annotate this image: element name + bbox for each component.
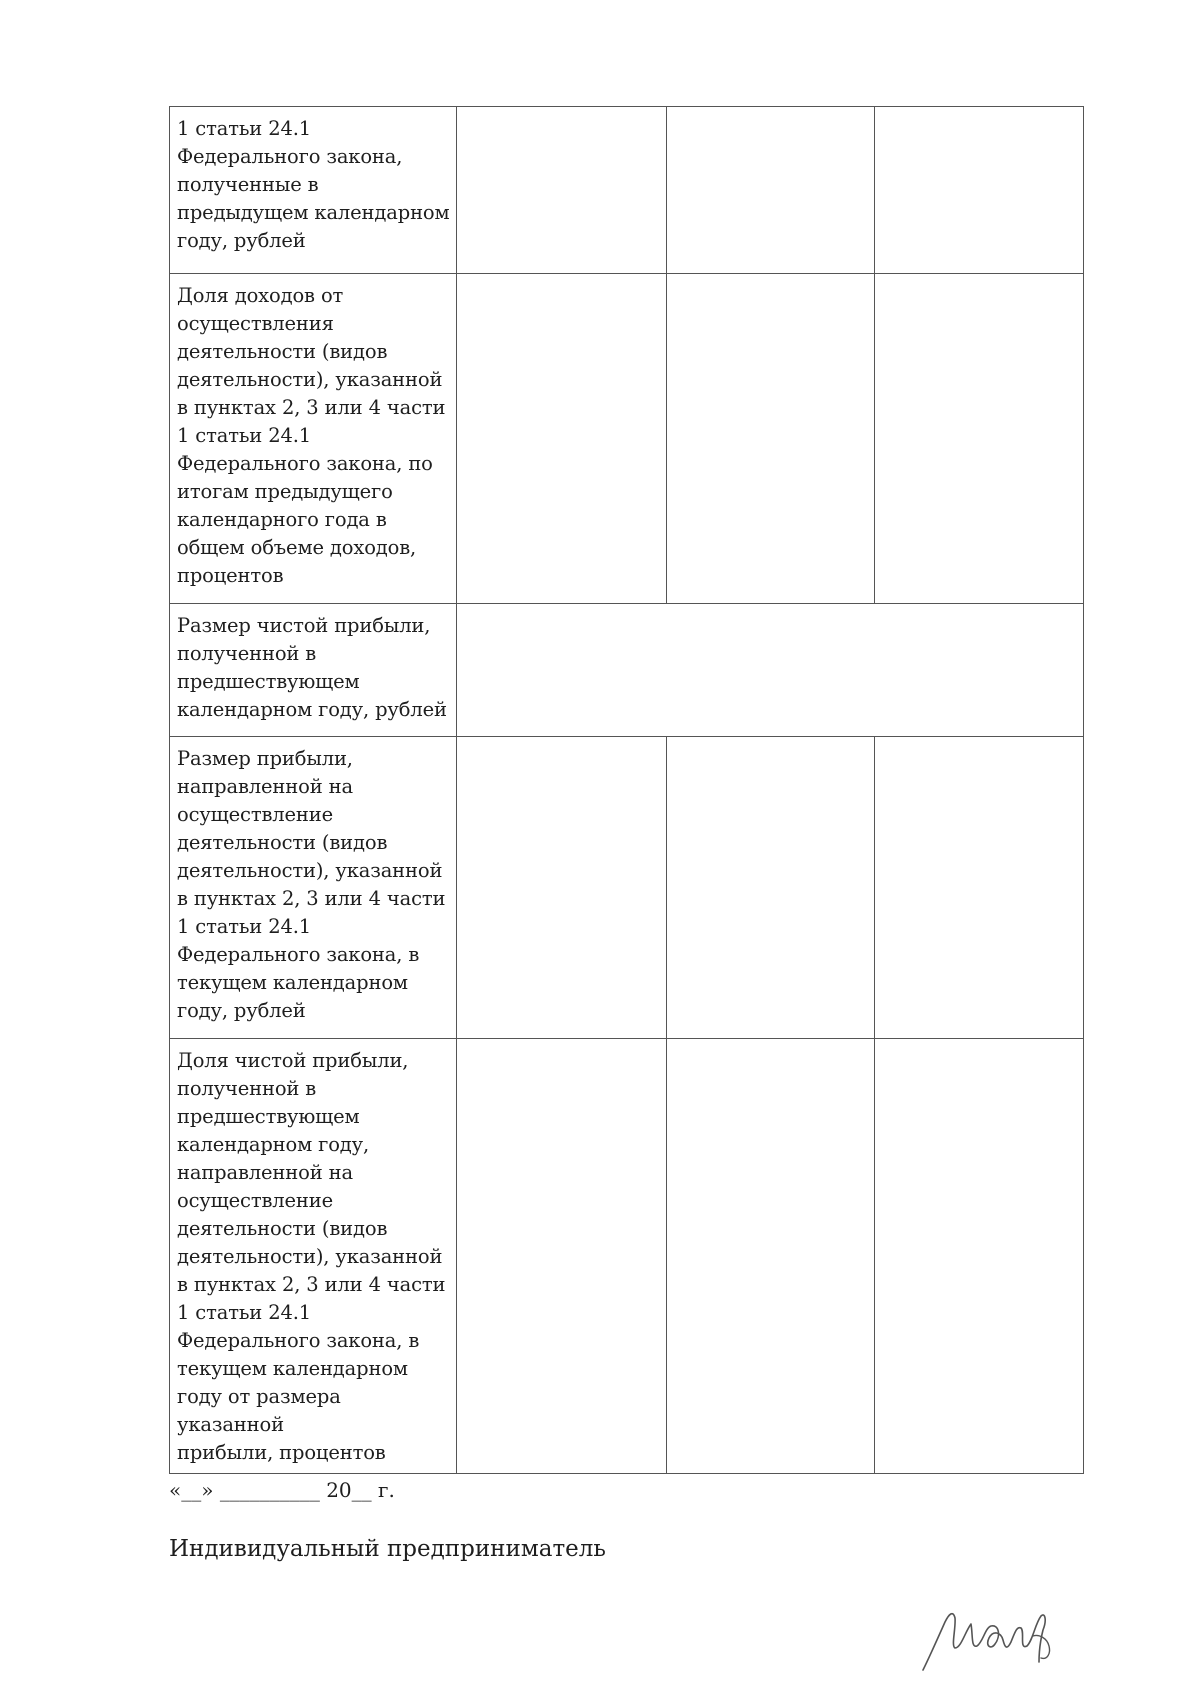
value-cell[interactable] — [457, 737, 667, 1039]
row-label: 1 статьи 24.1 Федерального закона, полученные в предыдущем календарном году, рублей — [170, 107, 457, 274]
row-label: Доля чистой прибыли, полученной в предшествующем календарном году, направленной на осуществление деятельности (видов деятельности), указанной в пунктах 2, 3 или 4 части 1 статьи 24.1 Федерального закона, в текущем календарном году от размера указанной прибыли, процентов — [170, 1039, 457, 1474]
date-line: «__» __________ 20__ г. — [169, 1478, 395, 1502]
table-row — [170, 604, 1084, 737]
value-cell[interactable] — [457, 107, 667, 274]
indicators-table — [169, 106, 1084, 1474]
table-row — [170, 1039, 1084, 1474]
table-row — [170, 107, 1084, 274]
merged-value-cell[interactable] — [457, 604, 1084, 737]
value-cell[interactable] — [875, 737, 1084, 1039]
value-cell[interactable] — [457, 274, 667, 604]
value-cell[interactable] — [875, 107, 1084, 274]
value-cell[interactable] — [667, 274, 875, 604]
value-cell[interactable] — [667, 107, 875, 274]
value-cell[interactable] — [667, 737, 875, 1039]
signer-label: Индивидуальный предприниматель — [169, 1536, 606, 1562]
table-row — [170, 274, 1084, 604]
handwritten-signature — [915, 1588, 1075, 1678]
value-cell[interactable] — [875, 274, 1084, 604]
row-label: Размер чистой прибыли, полученной в предшествующем календарном году, рублей — [170, 604, 457, 737]
value-cell[interactable] — [457, 1039, 667, 1474]
value-cell[interactable] — [875, 1039, 1084, 1474]
value-cell[interactable] — [667, 1039, 875, 1474]
row-label: Доля доходов от осуществления деятельности (видов деятельности), указанной в пунктах 2, 3 или 4 части 1 статьи 24.1 Федерального закона, по итогам предыдущего календарного года в общем объеме доходов, процентов — [170, 274, 457, 604]
row-label: Размер прибыли, направленной на осуществление деятельности (видов деятельности), указанной в пунктах 2, 3 или 4 части 1 статьи 24.1 Федерального закона, в текущем календарном году, рублей — [170, 737, 457, 1039]
table-row — [170, 737, 1084, 1039]
